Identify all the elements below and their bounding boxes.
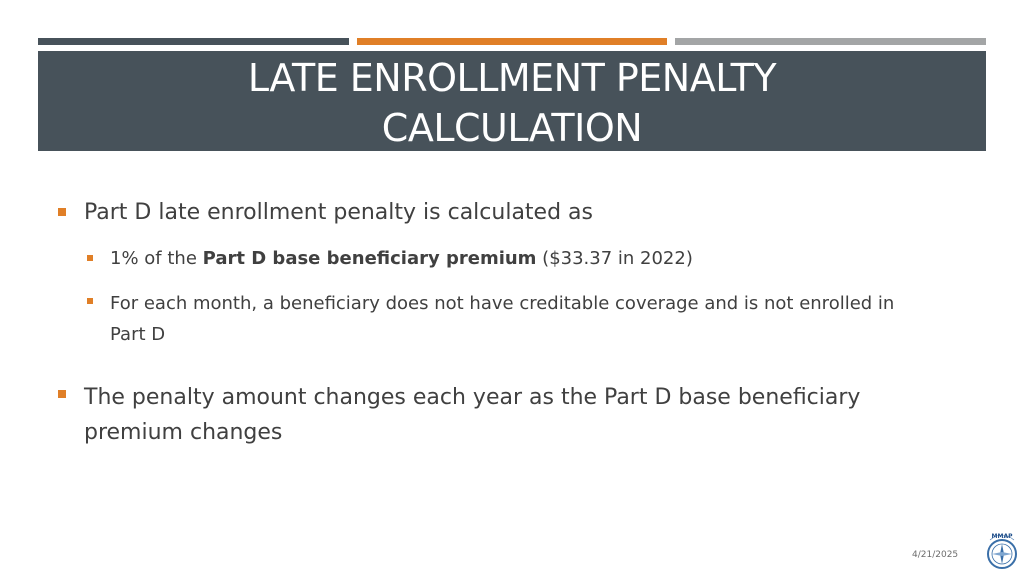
footer-date: 4/21/2025 — [912, 550, 959, 560]
sub-bullet-1-suffix: ($33.37 in 2022) — [536, 248, 693, 269]
sub-bullet-item-2: For each month, a beneficiary does not have creditable coverage and is not enrolled in Part D — [110, 293, 895, 345]
top-accent-bar-orange — [357, 38, 667, 45]
sub-bullet-square-icon — [87, 255, 93, 261]
bullet-item-2: The penalty amount changes each year as the Part D base beneficiary premium changes — [84, 385, 861, 445]
title-banner — [38, 51, 986, 151]
bullet-square-icon — [58, 208, 66, 216]
sub-bullet-square-icon — [87, 298, 93, 304]
bullet-item-1: Part D late enrollment penalty is calculated as — [84, 200, 593, 225]
logo-lettering: MMAP — [991, 533, 1013, 540]
top-accent-bar-dark — [38, 38, 349, 45]
sub-bullet-1-bold: Part D base beneficiary premium — [202, 248, 537, 269]
bullet-square-icon — [58, 390, 66, 398]
mmap-logo-icon — [984, 528, 1020, 572]
slide-title: LATE ENROLLMENT PENALTY CALCULATION — [247, 56, 777, 150]
sub-bullet-1-prefix: 1% of the — [110, 248, 203, 269]
sub-bullet-item-1 — [110, 245, 930, 273]
top-accent-bar-gray — [675, 38, 986, 45]
